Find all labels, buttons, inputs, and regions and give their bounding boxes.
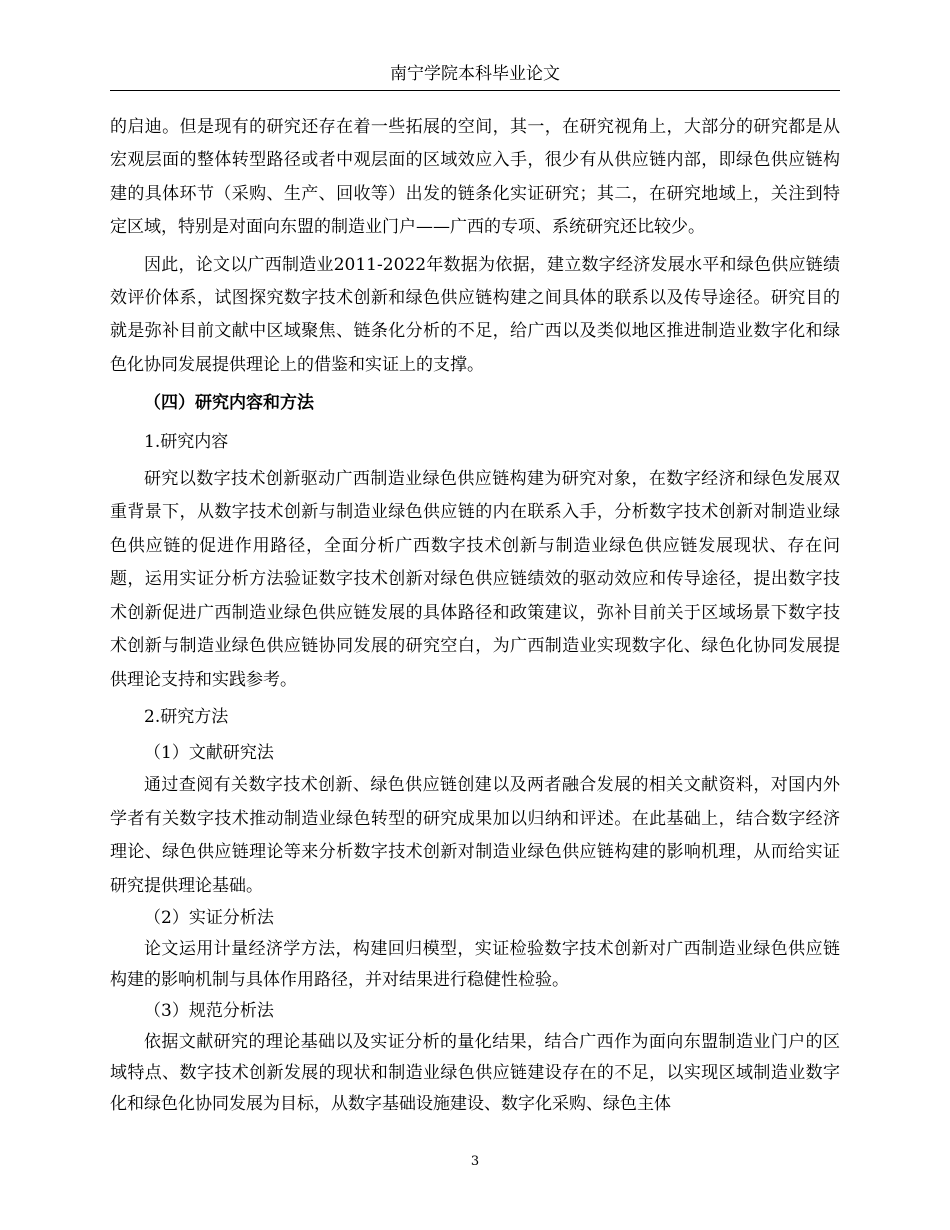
running-header: 南宁学院本科毕业论文 (390, 64, 560, 84)
paragraph-previous-research: 的启迪。但是现有的研究还存在着一些拓展的空间，其一，在研究视角上，大部分的研究都是从宏观层面的整体转型路径或者中观层面的区域效应入手，很少有从供应链内部，即绿色供应链构建的具体环节（采购、生产、回收等）出发的链条化实证研究；其二，在研究地域上，关注到特定区域，特别是对面向东盟的制造业门户——广西的专项、系统研究还比较少。 (110, 117, 840, 238)
method-heading-normative: （3）规范分析法 (144, 1000, 274, 1021)
paragraph-research-purpose: 因此，论文以广西制造业2011-2022年数据为依据，建立数字经济发展水平和绿色供应链绩效评价体系，试图探究数字技术创新和绿色供应链构建之间具体的联系以及传导途径。研究目的就是弥补目前文献中区域聚焦、链条化分析的不足，给广西以及类似地区推进制造业数字化和绿色化协同发展提供理论上的借鉴和实证上的支撑。 (110, 254, 840, 375)
paragraph-literature-method: 通过查阅有关数字技术创新、绿色供应链创建以及两者融合发展的相关文献资料，对国内外学者有关数字技术推动制造业绿色转型的研究成果加以归纳和评述。在此基础上，结合数字经济理论、绿色供应链理论等来分析数字技术创新对制造业绿色供应链构建的影响机理，从而给实证研究提供理论基础。 (110, 775, 840, 896)
method-heading-empirical: （2）实证分析法 (144, 907, 274, 928)
subheading-research-content: 1.研究内容 (144, 431, 229, 452)
page-number: 3 (470, 1154, 480, 1169)
paragraph-empirical-method: 论文运用计量经济学方法，构建回归模型，实证检验数字技术创新对广西制造业绿色供应链构建的影响机制与具体作用路径，并对结果进行稳健性检验。 (110, 938, 840, 990)
paragraph-research-content: 研究以数字技术创新驱动广西制造业绿色供应链构建为研究对象，在数字经济和绿色发展双重背景下，从数字技术创新与制造业绿色供应链的内在联系入手，分析数字技术创新对制造业绿色供应链的促进作用路径，全面分析广西数字技术创新与制造业绿色供应链发展现状、存在问题，运用实证分析方法验证数字技术创新对绿色供应链绩效的驱动效应和传导途径，提出数字技术创新促进广西制造业绿色供应链发展的具体路径和政策建议，弥补目前关于区域场景下数字技术创新与制造业绿色供应链协同发展的研究空白，为广西制造业实现数字化、绿色化协同发展提供理论支持和实践参考。 (110, 469, 840, 690)
subheading-research-methods: 2.研究方法 (144, 706, 229, 727)
section-heading-content-methods: （四）研究内容和方法 (144, 393, 314, 414)
header-rule (110, 90, 840, 91)
paragraph-normative-method: 依据文献研究的理论基础以及实证分析的量化结果，结合广西作为面向东盟制造业门户的区域特点、数字技术创新发展的现状和制造业绿色供应链建设存在的不足，以实现区域制造业数字化和绿色化协同发展为目标，从数字基础设施建设、数字化采购、绿色主体 (110, 1031, 840, 1114)
method-heading-literature: （1）文献研究法 (144, 743, 274, 764)
page-body (110, 111, 840, 1120)
